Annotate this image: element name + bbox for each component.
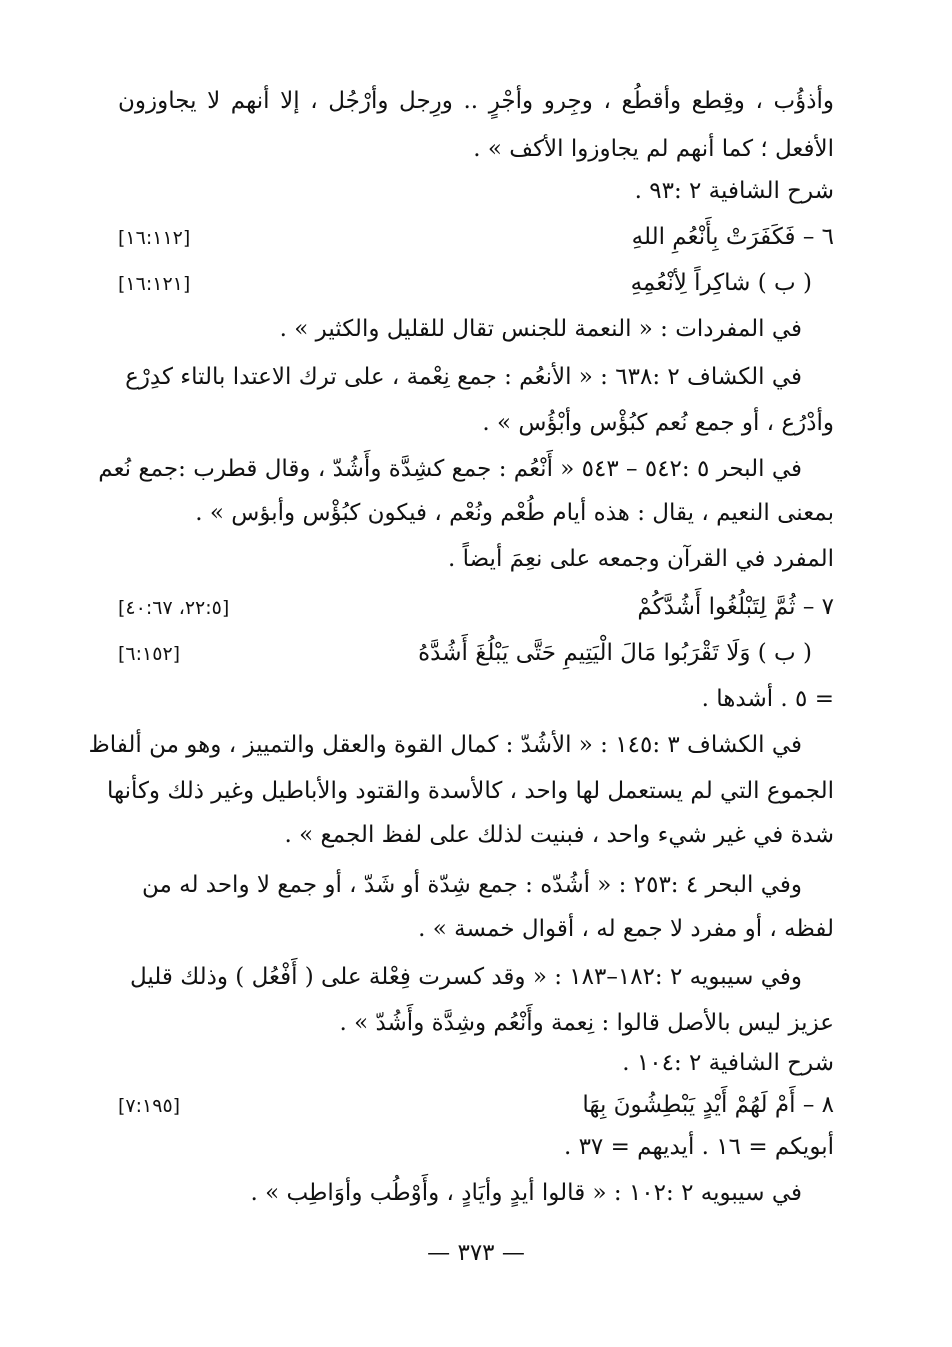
verse-text: ٧ – ثُمَّ لِتَبْلُغُوا أَشُدَّكُمْ (637, 594, 834, 620)
verse-reference: [٢٢:٥، ٤٠:٦٧] (118, 597, 230, 619)
text-line: وفي البحر ٤ :٢٥٣ : « أشُدّه : جمع شِدّة أو شَدّ ، أو جمع لا واحد له من (141, 872, 802, 898)
verse-line (118, 640, 812, 666)
verse-line (118, 594, 834, 620)
text-line: أبويكم = ١٦ . أيديهم = ٣٧ . (563, 1134, 834, 1160)
text-line: شرح الشافية ٢ :١٠٤ . (622, 1050, 834, 1076)
text-line: في الكشاف ٢ :٦٣٨ : « الأنعُم : جمع نِعْمة ، على ترك الاعتدا بالتاء كدِرْع (125, 364, 802, 390)
verse-line (118, 224, 834, 250)
text-line: في الكشاف ٣ :١٤٥ : « الأشُدّ : كمال القوة والعقل والتمييز ، وهو من ألفاظ (88, 732, 802, 758)
verse-reference: [١٦:١١٢] (118, 227, 191, 249)
text-line: في سيبويه ٢ :١٠٢ : « قالوا أيدٍ وأيَادٍ ، وأَوْطُب وأوَاطِب » . (250, 1180, 802, 1206)
verse-text: ٦ – فَكَفَرَتْ بِأَنْعُمِ اللهِ (631, 224, 834, 250)
text-line: لفظه ، أو مفرد لا جمع له ، أقوال خمسة » . (418, 916, 834, 942)
text-line: وفي سيبويه ٢ :١٨٢–١٨٣ : « وقد كسرت فِعْلة على ( أَفْعُل ) وذلك قليل (129, 964, 802, 990)
text-line: شدة في غير شيء واحد ، فبنيت لذلك على لفظ الجمع » . (284, 822, 834, 848)
text-line: بمعنى النعيم ، يقال : هذه أيام طُعْم ونُعْم ، فيكون كبُؤْس وأبؤس » . (195, 500, 834, 526)
text-line: الجموع التي لم يستعمل لها واحد ، كالأسدة والقتود والأباطيل وغير ذلك وكأنها (106, 778, 834, 804)
verse-text: ( ب ) وَلَا تَقْرَبُوا مَالَ الْيَتِيمِ حَتَّى يَبْلُغَ أَشُدَّهُ (418, 640, 812, 666)
page-number: — ٣٧٣ — (427, 1240, 525, 1266)
verse-text: ( ب ) شاكِراً لِأنْعُمِهِ (630, 270, 812, 296)
text-line: شرح الشافية ٢ :٩٣ . (634, 178, 834, 204)
text-line: في البحر ٥ :٥٤٢ – ٥٤٣ « أَنْعُم : جمع كشِدَّة وأَشُدّ ، وقال قطرب :جمع نُعم (98, 456, 802, 482)
text-line: وأذؤُب ، وقِطع وأقطُع ، وجِرو وأجْرٍ .. ورِجل وأرْجُل ، إلا أنهم لا يجاوزون (118, 88, 834, 114)
text-line: = ٥ . أشدها . (701, 686, 834, 712)
verse-line (118, 270, 812, 296)
text-line: الأفعل ؛ كما أنهم لم يجاوزوا الأكف » . (473, 136, 834, 162)
text-line: عزيز ليس بالأصل قالوا : نِعمة وأَنْعُم وشِدَّة وأَشُدّ » . (339, 1010, 834, 1036)
text-line: في المفردات : « النعمة للجنس تقال للقليل والكثير » . (279, 316, 802, 342)
verse-line (118, 1092, 834, 1118)
verse-reference: [١٦:١٢١] (118, 273, 191, 295)
verse-reference: [٦:١٥٢] (118, 643, 181, 665)
text-line: المفرد في القرآن وجمعه على نعِمَ أيضاً . (447, 546, 834, 572)
verse-reference: [٧:١٩٥] (118, 1095, 181, 1117)
verse-text: ٨ – أَمْ لَهُمْ أَيْدٍ يَبْطِشُونَ بِهَا (582, 1092, 834, 1118)
text-line: وأدْرُع ، أو جمع نُعم كبُؤْس وأبْؤُس » . (482, 410, 834, 436)
